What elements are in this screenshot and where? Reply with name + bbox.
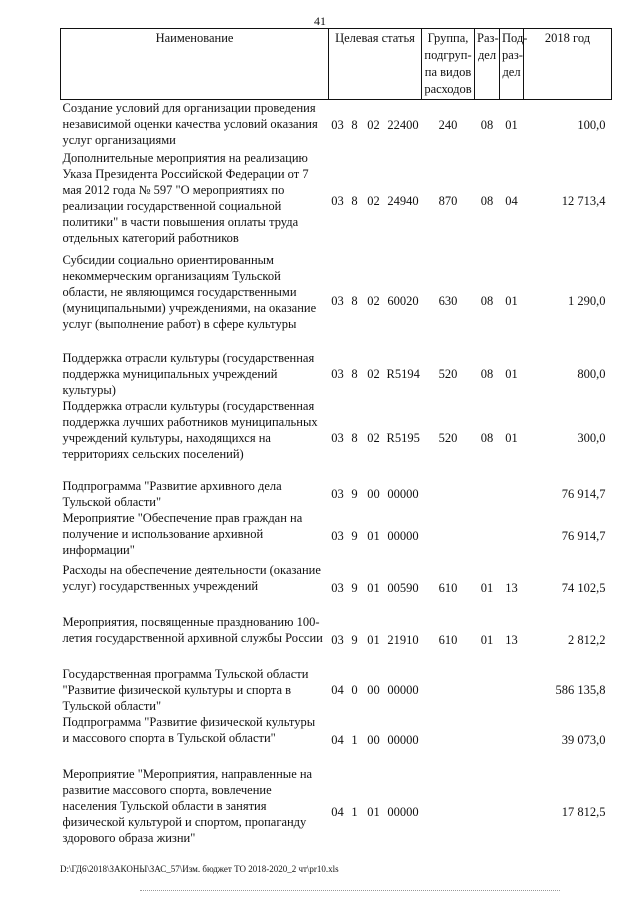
- cell-d: R5194: [386, 366, 420, 381]
- cell-b: 1: [351, 732, 358, 747]
- cell-grp: 520: [438, 366, 458, 381]
- cell-name: Мероприятие "Мероприятия, направленные на развитие массового спорта, вовлечение населения Тульской области в занятия физической культурой и спортом, пропаганду здорового образа жизни": [62, 766, 313, 845]
- cell-rz: 08: [480, 193, 494, 208]
- table-row: [61, 478, 612, 510]
- cell-a: 04: [331, 732, 344, 747]
- cell-b: 8: [351, 366, 358, 381]
- cell-sum: 76 914,7: [561, 486, 606, 501]
- cell-grp: [422, 766, 475, 858]
- cell-b: 8: [351, 430, 358, 445]
- cell-c: 01: [367, 632, 380, 647]
- cell-d: 21910: [387, 632, 419, 647]
- cell-sum: 39 073,0: [561, 732, 606, 747]
- cell-grp: 630: [438, 293, 458, 308]
- cell-pr: [500, 510, 524, 562]
- cell-grp: 240: [438, 117, 458, 132]
- cell-pr: 01: [505, 293, 518, 308]
- cell-b: 0: [351, 682, 358, 697]
- cell-a: 03: [331, 117, 344, 132]
- table-row: [61, 714, 612, 766]
- cell-name: Подпрограмма "Развитие физической культуры и массового спорта в Тульской области": [62, 714, 316, 745]
- header-target: Целевая статья: [329, 29, 422, 100]
- cell-sum: 12 713,4: [561, 193, 606, 208]
- cell-sum: 74 102,5: [561, 580, 606, 595]
- header-year: 2018 год: [524, 29, 612, 100]
- cell-pr: [500, 478, 524, 510]
- cell-name: Мероприятие "Обеспечение прав граждан на получение и использование архивной информации": [62, 510, 303, 557]
- cell-rz: [475, 510, 500, 562]
- cell-b: 9: [351, 580, 358, 595]
- cell-c: 00: [367, 486, 380, 501]
- cell-a: 04: [331, 804, 344, 819]
- table-row: [61, 150, 612, 252]
- cell-a: 03: [331, 193, 344, 208]
- cell-c: 02: [367, 193, 380, 208]
- cell-a: 04: [331, 682, 344, 697]
- cell-pr: 01: [505, 430, 518, 445]
- cell-b: 9: [351, 486, 358, 501]
- cell-grp: 520: [438, 430, 458, 445]
- cell-name: Поддержка отрасли культуры (государственная поддержка муниципальных учреждений культуры): [62, 350, 315, 397]
- cell-b: 9: [351, 528, 358, 543]
- cell-c: 02: [367, 293, 380, 308]
- cell-grp: [422, 666, 475, 714]
- cell-c: 01: [367, 804, 380, 819]
- cell-rz: 08: [480, 366, 494, 381]
- cell-d: R5195: [386, 430, 420, 445]
- cell-grp: 870: [438, 193, 458, 208]
- cell-pr: 01: [505, 366, 518, 381]
- cell-pr: 13: [505, 632, 518, 647]
- table-row: [61, 350, 612, 398]
- cell-rz: 08: [480, 117, 494, 132]
- cell-pr: [500, 766, 524, 858]
- table-row: [61, 398, 612, 478]
- cell-d: 00590: [387, 580, 419, 595]
- cell-a: 03: [331, 293, 344, 308]
- cell-name: Дополнительные мероприятия на реализацию Указа Президента Российской Федерации от 7 мая 2012 года № 597 "О мероприятиях по реализации государственной социальной политики" в части повышения оплаты труда отдельных категорий работников: [62, 150, 309, 245]
- cell-pr: [500, 666, 524, 714]
- cell-sum: 800,0: [577, 366, 606, 381]
- cell-name: Поддержка отрасли культуры (государственная поддержка лучших работников муниципальных учреждений культуры, находящихся на территориях сельских поселений): [62, 398, 318, 461]
- cell-d: 00000: [387, 682, 419, 697]
- cell-d: 00000: [387, 528, 419, 543]
- cell-b: 8: [351, 293, 358, 308]
- cell-sum: 300,0: [577, 430, 606, 445]
- cell-c: 00: [367, 682, 380, 697]
- cell-c: 01: [367, 528, 380, 543]
- table-row: [61, 562, 612, 614]
- cell-name: Подпрограмма "Развитие архивного дела Тульской области": [62, 478, 282, 509]
- cell-a: 03: [331, 486, 344, 501]
- cell-name: Расходы на обеспечение деятельности (оказание услуг) государственных учреждений: [62, 562, 321, 593]
- cell-pr: [500, 714, 524, 766]
- cell-b: 8: [351, 193, 358, 208]
- cell-c: 01: [367, 580, 380, 595]
- cell-c: 00: [367, 732, 380, 747]
- cell-rz: 01: [480, 580, 494, 595]
- cell-pr: 13: [505, 580, 518, 595]
- cell-c: 02: [367, 117, 380, 132]
- file-path-footer: D:\ГД6\2018\ЗАКОНЫ\ЗАС_57\Изм. бюджет ТО 2018-2020_2 чт\pr10.xls: [60, 864, 339, 874]
- cell-grp: [422, 714, 475, 766]
- cell-d: 00000: [387, 486, 419, 501]
- cell-d: 22400: [387, 117, 419, 132]
- table-row: [61, 252, 612, 350]
- scan-artifact-line: [140, 890, 560, 892]
- cell-name: Мероприятия, посвященные празднованию 100-летия государственной архивной службы России: [62, 614, 323, 645]
- cell-rz: 08: [480, 430, 494, 445]
- cell-a: 03: [331, 632, 344, 647]
- cell-d: 00000: [387, 804, 419, 819]
- cell-sum: 586 135,8: [555, 682, 606, 697]
- cell-b: 8: [351, 117, 358, 132]
- header-name: Наименование: [61, 29, 329, 100]
- table-row: [61, 100, 612, 150]
- cell-c: 02: [367, 430, 380, 445]
- cell-rz: [475, 478, 500, 510]
- header-group: Группа, подгруп-па видов расходов: [422, 29, 475, 100]
- cell-grp: 610: [438, 632, 458, 647]
- cell-grp: [422, 510, 475, 562]
- cell-b: 1: [351, 804, 358, 819]
- cell-name: Субсидии социально ориентированным некоммерческим организациям Тульской области, не являющимся государственными (муниципальными) учреждениями, на оказание услуг (выполнение работ) в сфере культуры: [62, 252, 317, 331]
- table-row: [61, 666, 612, 714]
- cell-b: 9: [351, 632, 358, 647]
- cell-rz: 08: [480, 293, 494, 308]
- table-row: [61, 510, 612, 562]
- page-number: 41: [314, 14, 326, 28]
- cell-a: 03: [331, 580, 344, 595]
- cell-pr: 01: [505, 117, 518, 132]
- cell-rz: [475, 714, 500, 766]
- table-header-row: [61, 29, 612, 100]
- table-row: [61, 766, 612, 858]
- cell-d: 00000: [387, 732, 419, 747]
- cell-name: Государственная программа Тульской области "Развитие физической культуры и спорта в Тульской области": [62, 666, 309, 713]
- cell-sum: 100,0: [577, 117, 606, 132]
- table-row: [61, 614, 612, 666]
- cell-grp: 610: [438, 580, 458, 595]
- cell-sum: 1 290,0: [568, 293, 606, 308]
- cell-sum: 2 812,2: [568, 632, 606, 647]
- cell-d: 24940: [387, 193, 419, 208]
- cell-pr: 04: [505, 193, 518, 208]
- cell-rz: [475, 666, 500, 714]
- cell-rz: 01: [480, 632, 494, 647]
- cell-d: 60020: [387, 293, 419, 308]
- cell-c: 02: [367, 366, 380, 381]
- cell-rz: [475, 766, 500, 858]
- header-razdel: Раз-дел: [475, 29, 500, 100]
- budget-table: [60, 28, 612, 858]
- cell-grp: [422, 478, 475, 510]
- header-podrazdel: Под-раз-дел: [500, 29, 524, 100]
- cell-a: 03: [331, 430, 344, 445]
- cell-a: 03: [331, 366, 344, 381]
- cell-a: 03: [331, 528, 344, 543]
- cell-name: Создание условий для организации проведения независимой оценки качества условий оказания услуг организациями: [62, 101, 318, 147]
- cell-sum: 76 914,7: [561, 528, 606, 543]
- cell-sum: 17 812,5: [561, 804, 606, 819]
